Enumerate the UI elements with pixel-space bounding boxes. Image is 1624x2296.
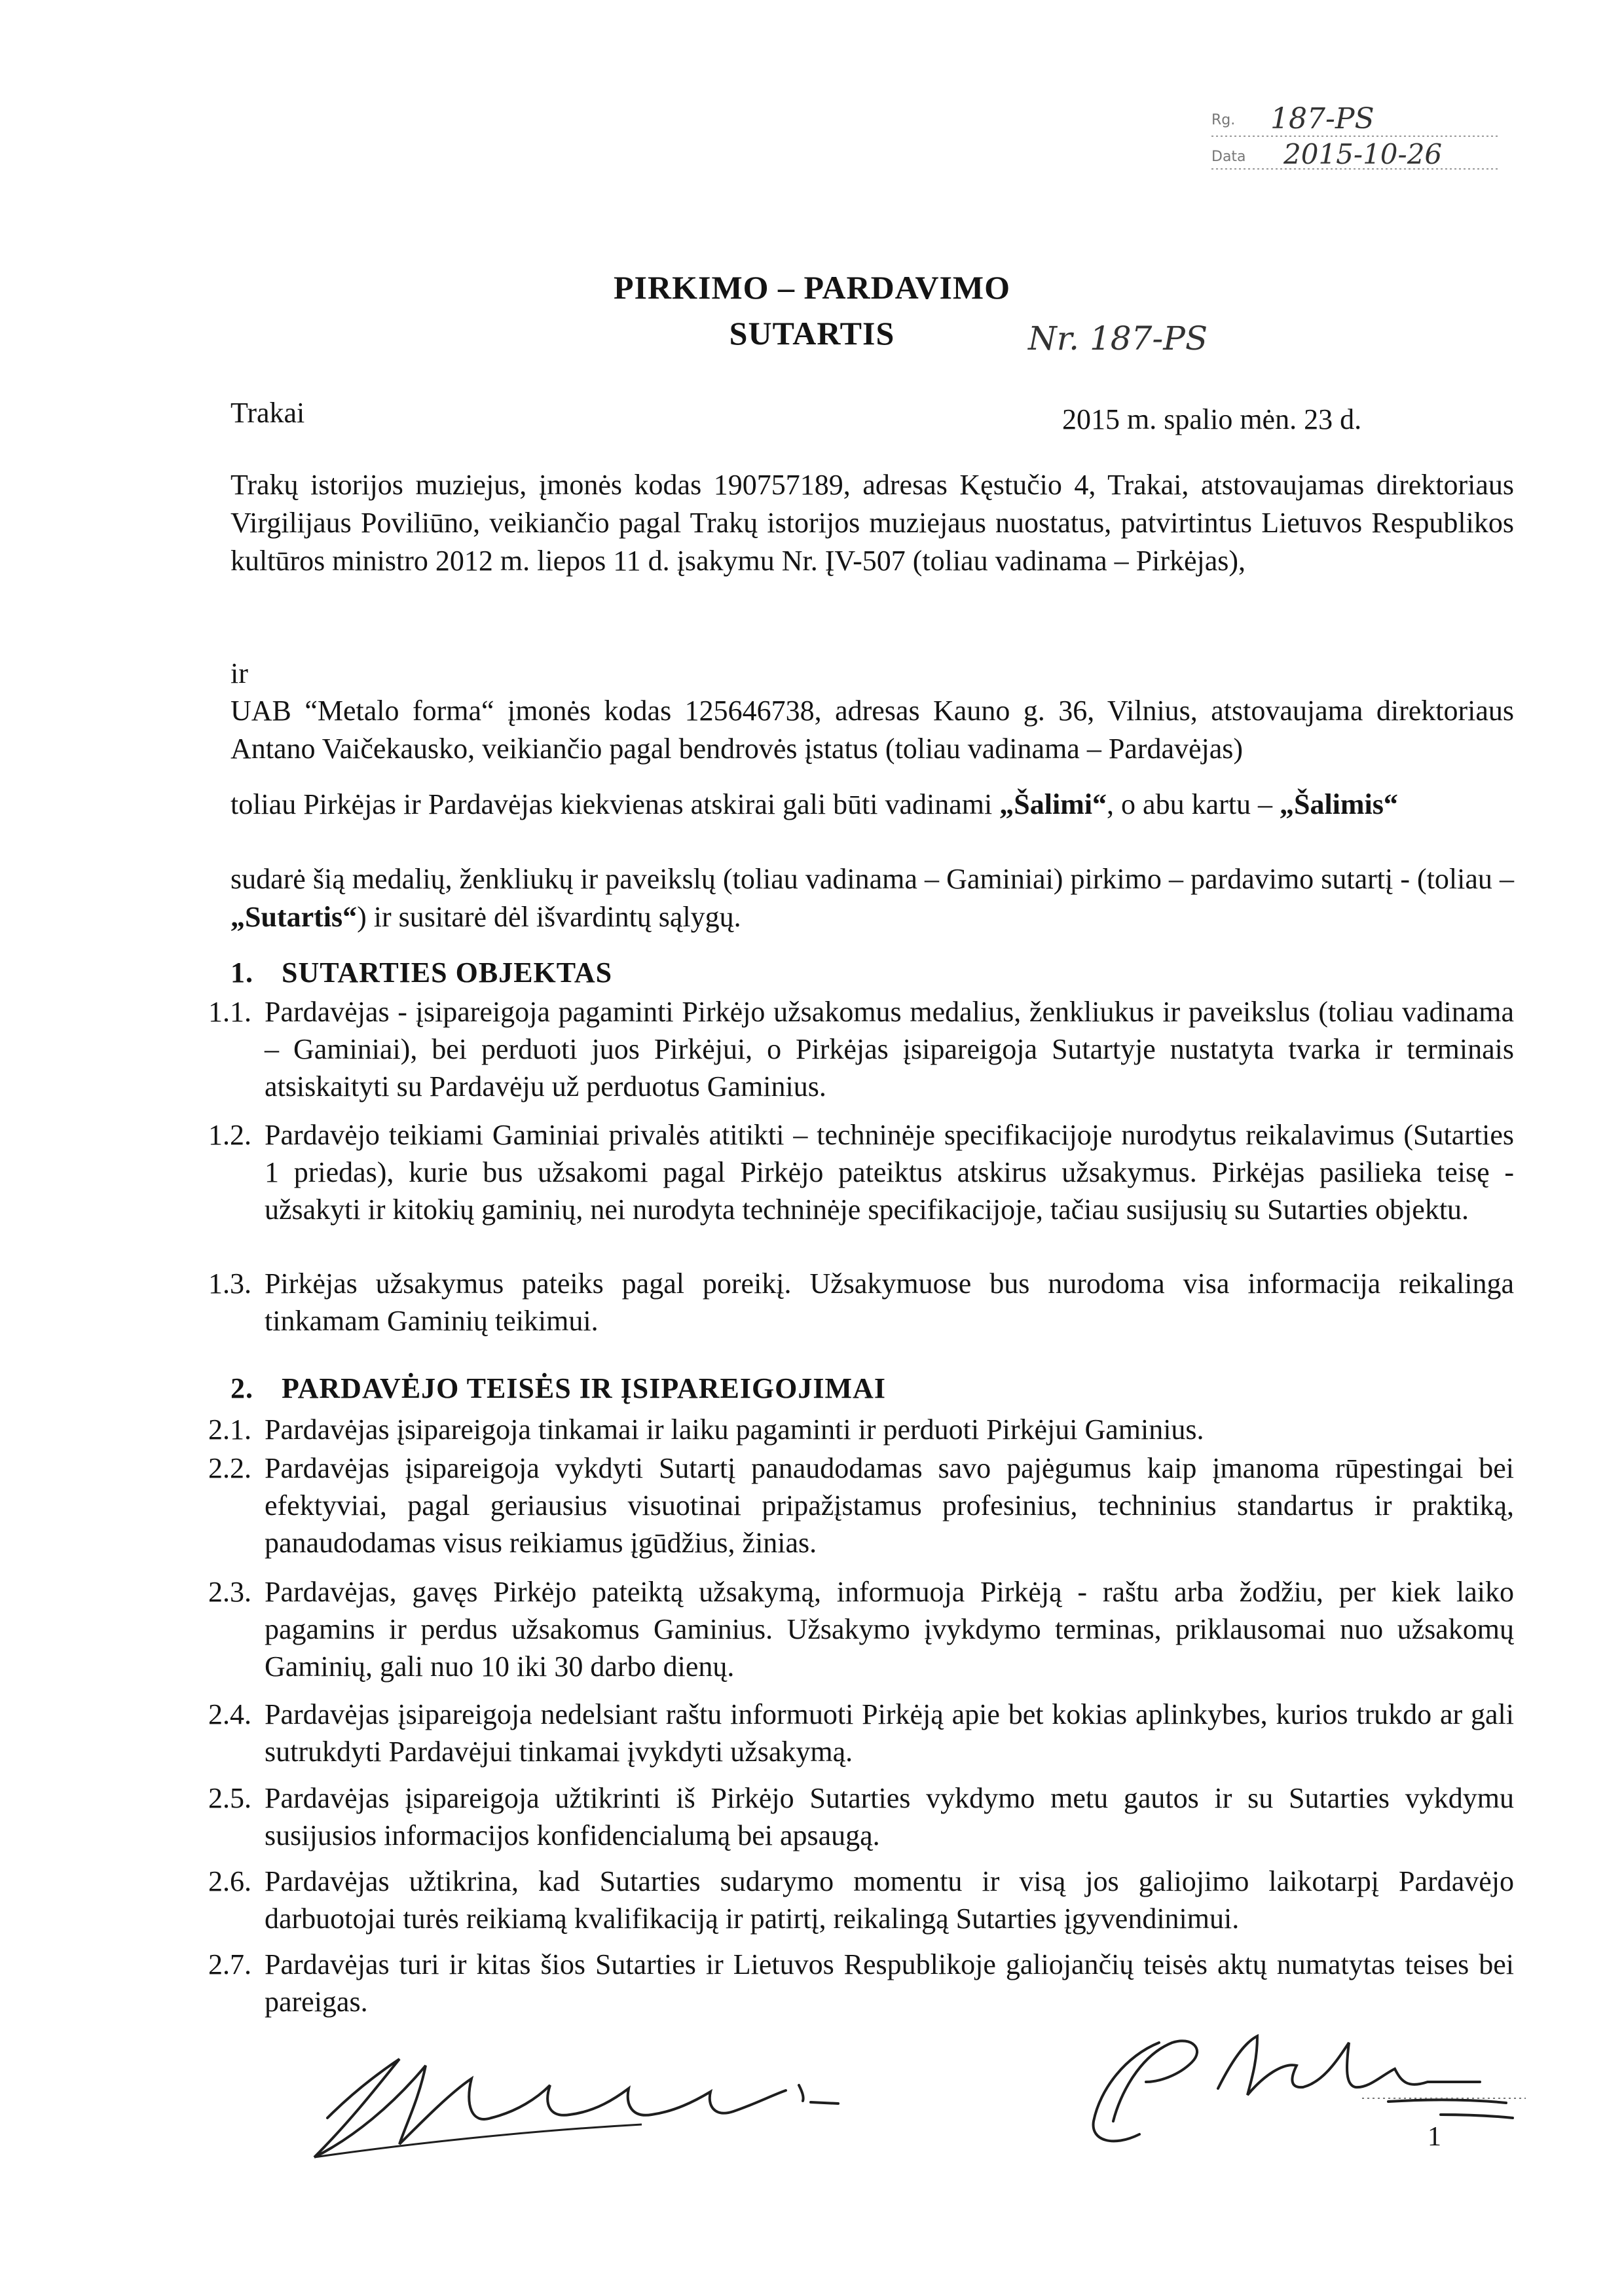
handwritten-contract-number bbox=[1022, 308, 1244, 367]
clause-2-6: 2.6. Pardavėjas užtikrina, kad Sutarties sudarymo momentu ir visą jos galiojimo laikotarpį Pardavėjo darbuotojai turės reikiamą kvalifikaciją ir patirtį, reikalingą Sutarties įgyvendinimui. bbox=[208, 1865, 1514, 1935]
svg-text:Nr. 187-PS: Nr. 187-PS bbox=[1028, 319, 1208, 357]
buyer-signature bbox=[275, 2020, 851, 2177]
and-conjunction: ir bbox=[231, 657, 248, 689]
clause-1-2: 1.2. Pardavėjo teikiami Gaminiai privalės atitikti – techninėje specifikacijoje nurodytus reikalavimus (Sutarties 1 priedas), kurie bus užsakomi pagal Pirkėjo pateiktus atskirus užsakymus. Pirkėjas pasilieka teisę - užsakyti ir kitokių gaminių, nei nurodyta techninėje specifikacijoje, tačiau susijusių su Sutarties objektu. bbox=[208, 1119, 1514, 1226]
section-1-heading: 1. SUTARTIES OBJEKTAS bbox=[231, 957, 613, 989]
document-subtitle: SUTARTIS bbox=[729, 315, 895, 352]
section-2-heading: 2. PARDAVĖJO TEISĖS IR ĮSIPAREIGOJIMAI bbox=[231, 1372, 886, 1404]
document-title: PIRKIMO – PARDAVIMO bbox=[613, 269, 1010, 306]
svg-text:Rg.: Rg. bbox=[1211, 112, 1236, 128]
seller-party-paragraph: UAB “Metalo forma“ įmonės kodas 125646738, adresas Kauno g. 36, Vilnius, atstovaujama direktoriaus Antano Vaičekausko, veikiančio pagal bendrovės įstatus (toliau vadinama – Pardavėjas) bbox=[231, 695, 1514, 765]
stamp-date: 2015-10-26 bbox=[1283, 138, 1443, 170]
svg-text:Data: Data bbox=[1211, 149, 1246, 165]
seller-signature bbox=[1074, 2016, 1532, 2160]
buyer-party-paragraph: Trakų istorijos muziejus, įmonės kodas 190757189, adresas Kęstučio 4, Trakai, atstovaujamas direktoriaus Virgilijaus Poviliūno, veikiančio pagal Trakų istorijos muziejaus nuostatus, patvirtintus Lietuvos Respublikos kultūros ministro 2012 m. liepos 11 d. įsakymu Nr. ĮV-507 (toliau vadinama – Pirkėjas), bbox=[231, 469, 1514, 577]
clause-2-3: 2.3. Pardavėjas, gavęs Pirkėjo pateiktą užsakymą, informuoja Pirkėją - raštu arba žodžiu, per kiek laiko pagamins ir perdus užsakomus Gaminius. Užsakymo įvykdymo terminas, priklausomai nuo užsakomų Gaminių, gali nuo 10 iki 30 darbo dienų. bbox=[208, 1576, 1514, 1683]
registration-stamp bbox=[1172, 98, 1513, 177]
page-number: 1 bbox=[1428, 2122, 1441, 2152]
signing-date: 2015 m. spalio mėn. 23 d. bbox=[1062, 403, 1362, 435]
parties-definition-paragraph: toliau Pirkėjas ir Pardavėjas kiekvienas atskirai gali būti vadinami „Šalimi“, o abu kartu – „Šalimis“ bbox=[231, 788, 1398, 820]
clause-2-7: 2.7. Pardavėjas turi ir kitas šios Sutarties ir Lietuvos Respublikoje galiojančių teisės aktų numatytas teises bei pareigas. bbox=[208, 1948, 1514, 2018]
clause-2-5: 2.5. Pardavėjas įsipareigoja užtikrinti iš Pirkėjo Sutarties vykdymo metu gautos ir su Sutarties vykdymu susijusios informacijos konfidencialumą bei apsaugą. bbox=[208, 1782, 1514, 1851]
clause-1-3: 1.3. Pirkėjas užsakymus pateiks pagal poreikį. Užsakymuose bus nurodoma visa informacija reikalinga tinkamam Gaminių teikimui. bbox=[208, 1267, 1514, 1337]
contract-concluded-paragraph: sudarė šią medalių, ženkliukų ir paveikslų (toliau vadinama – Gaminiai) pirkimo – pardavimo sutartį - (toliau – „Sutartis“) ir susitarė dėl išvardintų sąlygų. bbox=[231, 863, 1514, 933]
stamp-number: 187-PS bbox=[1270, 102, 1375, 136]
clause-2-2: 2.2. Pardavėjas įsipareigoja vykdyti Sutartį panaudodamas savo pajėgumus kaip įmanoma rūpestingai bei efektyviai, pagal geriausius visuotinai pripažįstamus profesinius, techninius standartus ir praktiką, panaudodamas visus reikiamus įgūdžius, žinias. bbox=[208, 1452, 1514, 1559]
clause-1-1: 1.1. Pardavėjas - įsipareigoja pagaminti Pirkėjo užsakomus medalius, ženkliukus ir paveikslus (toliau vadinama – Gaminiai), bei perduoti juos Pirkėjui, o Pirkėjas įsipareigoja Sutartyje nustatyta tvarka ir terminais atsiskaityti su Pardavėju už perduotus Gaminius. bbox=[208, 996, 1514, 1102]
clause-2-1: 2.1. Pardavėjas įsipareigoja tinkamai ir laiku pagaminti ir perduoti Pirkėjui Gaminius. bbox=[208, 1413, 1204, 1446]
signing-place: Trakai bbox=[231, 397, 305, 429]
clause-2-4: 2.4. Pardavėjas įsipareigoja nedelsiant raštu informuoti Pirkėją apie bet kokias aplinkybes, kurios trukdo ar gali sutrukdyti Pardavėjui tinkamai įvykdyti užsakymą. bbox=[208, 1698, 1514, 1768]
